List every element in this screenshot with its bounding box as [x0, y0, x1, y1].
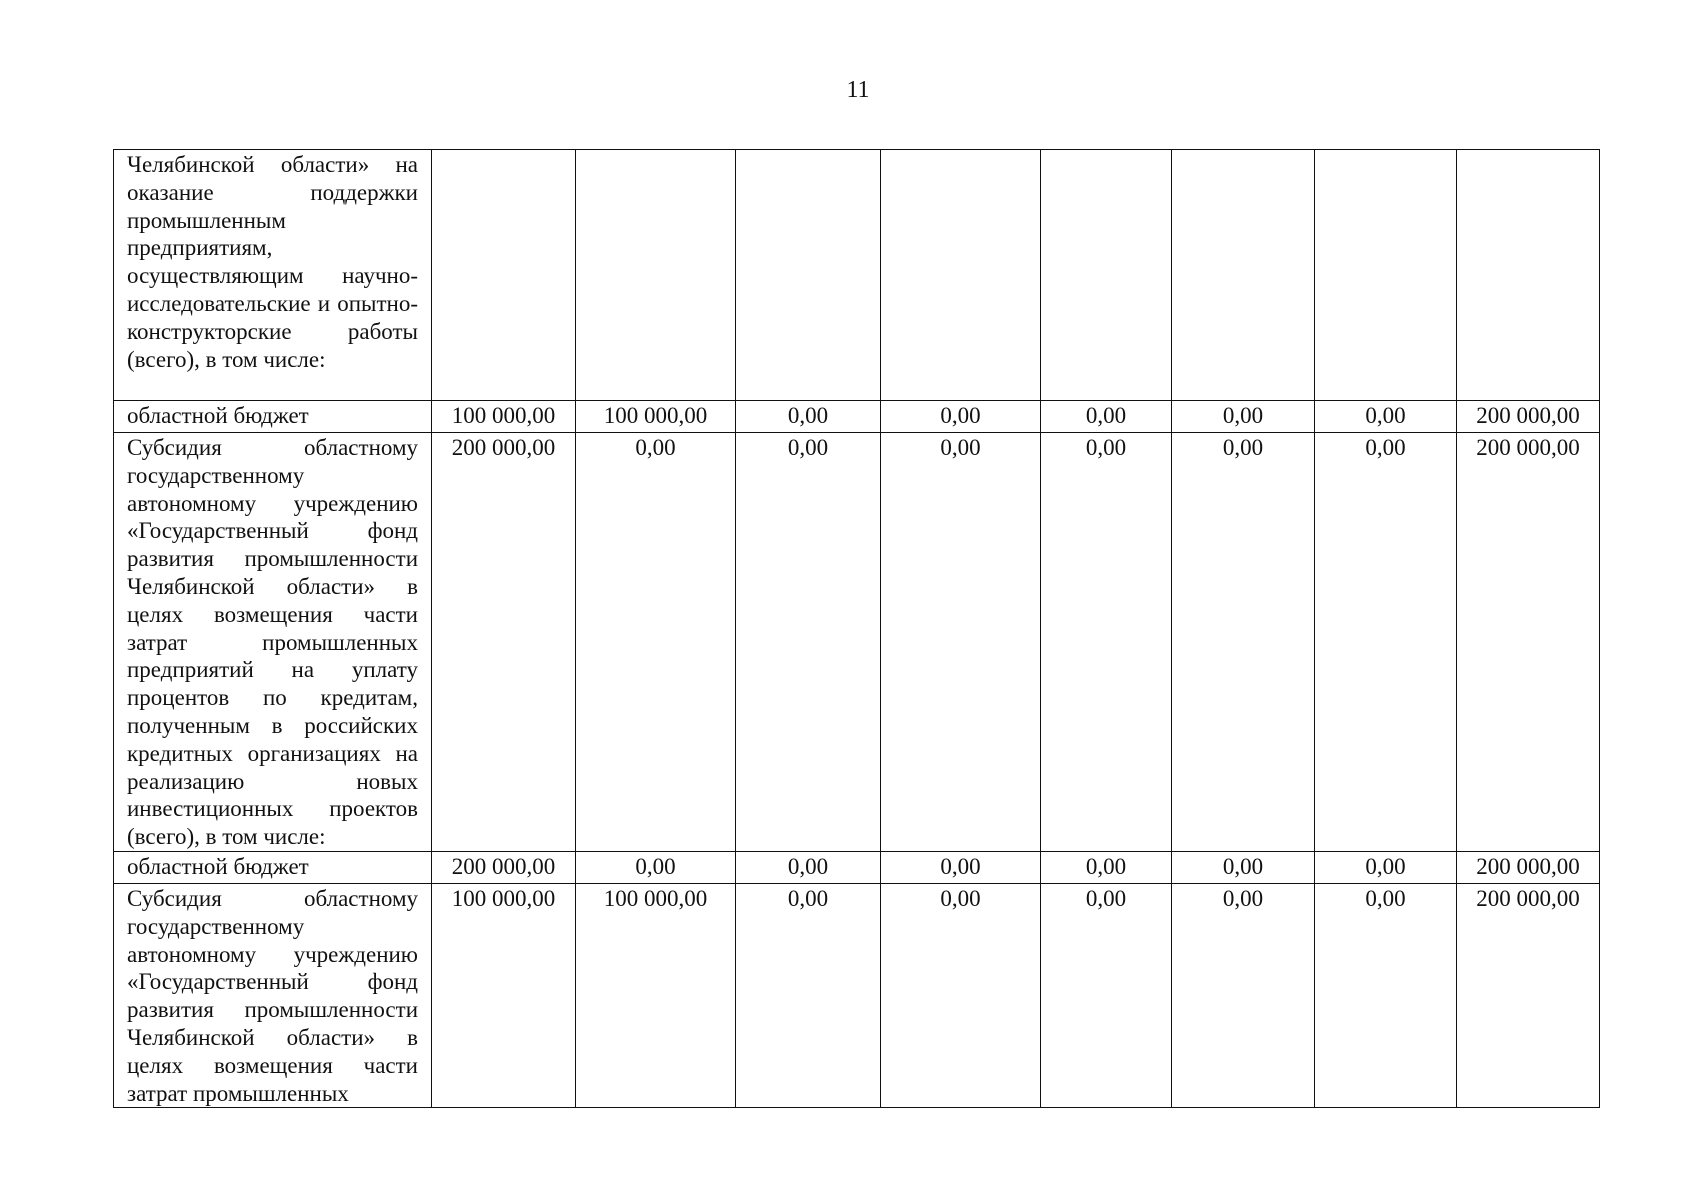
value-cell: 100 000,00 [576, 401, 736, 433]
value-cell [736, 150, 881, 401]
value-cell: 0,00 [1315, 851, 1457, 883]
value-cell: 0,00 [1315, 883, 1457, 1107]
value-cell: 200 000,00 [432, 433, 576, 852]
value-cell: 0,00 [1172, 883, 1315, 1107]
value-cell: 0,00 [736, 433, 881, 852]
value-cell [1315, 150, 1457, 401]
total-cell: 200 000,00 [1457, 433, 1600, 852]
budget-table [113, 149, 1600, 1108]
value-cell: 0,00 [576, 433, 736, 852]
total-cell: 200 000,00 [1457, 883, 1600, 1107]
value-cell: 100 000,00 [432, 883, 576, 1107]
value-cell: 0,00 [1041, 401, 1172, 433]
row-description: Челябинской области» на оказание поддержки промышленным предприятиям, осуществляющим научно-исследовательские и опытно-конструкторские работы (всего), в том числе: [114, 150, 432, 401]
total-cell: 200 000,00 [1457, 401, 1600, 433]
value-cell: 200 000,00 [432, 851, 576, 883]
value-cell: 0,00 [1172, 433, 1315, 852]
row-description: областной бюджет [114, 401, 432, 433]
value-cell: 0,00 [881, 883, 1041, 1107]
value-cell [1041, 150, 1172, 401]
value-cell: 0,00 [881, 433, 1041, 852]
value-cell: 0,00 [881, 851, 1041, 883]
value-cell: 0,00 [1172, 851, 1315, 883]
table-row [114, 433, 1600, 852]
table-row [114, 401, 1600, 433]
value-cell [1172, 150, 1315, 401]
value-cell: 0,00 [1041, 433, 1172, 852]
row-description: Субсидия областному государственному автономному учреждению «Государственный фонд развития промышленности Челябинской области» в целях возмещения части затрат промышленных [114, 883, 432, 1107]
value-cell: 0,00 [881, 401, 1041, 433]
page-number: 11 [846, 77, 870, 103]
value-cell: 0,00 [736, 883, 881, 1107]
value-cell [881, 150, 1041, 401]
value-cell: 0,00 [736, 401, 881, 433]
value-cell: 0,00 [1041, 851, 1172, 883]
value-cell [576, 150, 736, 401]
row-description: Субсидия областному государственному автономному учреждению «Государственный фонд развития промышленности Челябинской области» в целях возмещения части затрат промышленных предприятий на уплату процентов по кредитам, полученным в российских кредитных организациях на реализацию новых инвестиционных проектов (всего), в том числе: [114, 433, 432, 852]
table-row [114, 851, 1600, 883]
value-cell [432, 150, 576, 401]
value-cell: 0,00 [1315, 433, 1457, 852]
value-cell: 0,00 [1041, 883, 1172, 1107]
table-row [114, 150, 1600, 401]
table-row [114, 883, 1600, 1107]
value-cell: 0,00 [1172, 401, 1315, 433]
value-cell: 0,00 [1315, 401, 1457, 433]
total-cell [1457, 150, 1600, 401]
value-cell: 0,00 [736, 851, 881, 883]
value-cell: 0,00 [576, 851, 736, 883]
value-cell: 100 000,00 [576, 883, 736, 1107]
total-cell: 200 000,00 [1457, 851, 1600, 883]
value-cell: 100 000,00 [432, 401, 576, 433]
row-description: областной бюджет [114, 851, 432, 883]
